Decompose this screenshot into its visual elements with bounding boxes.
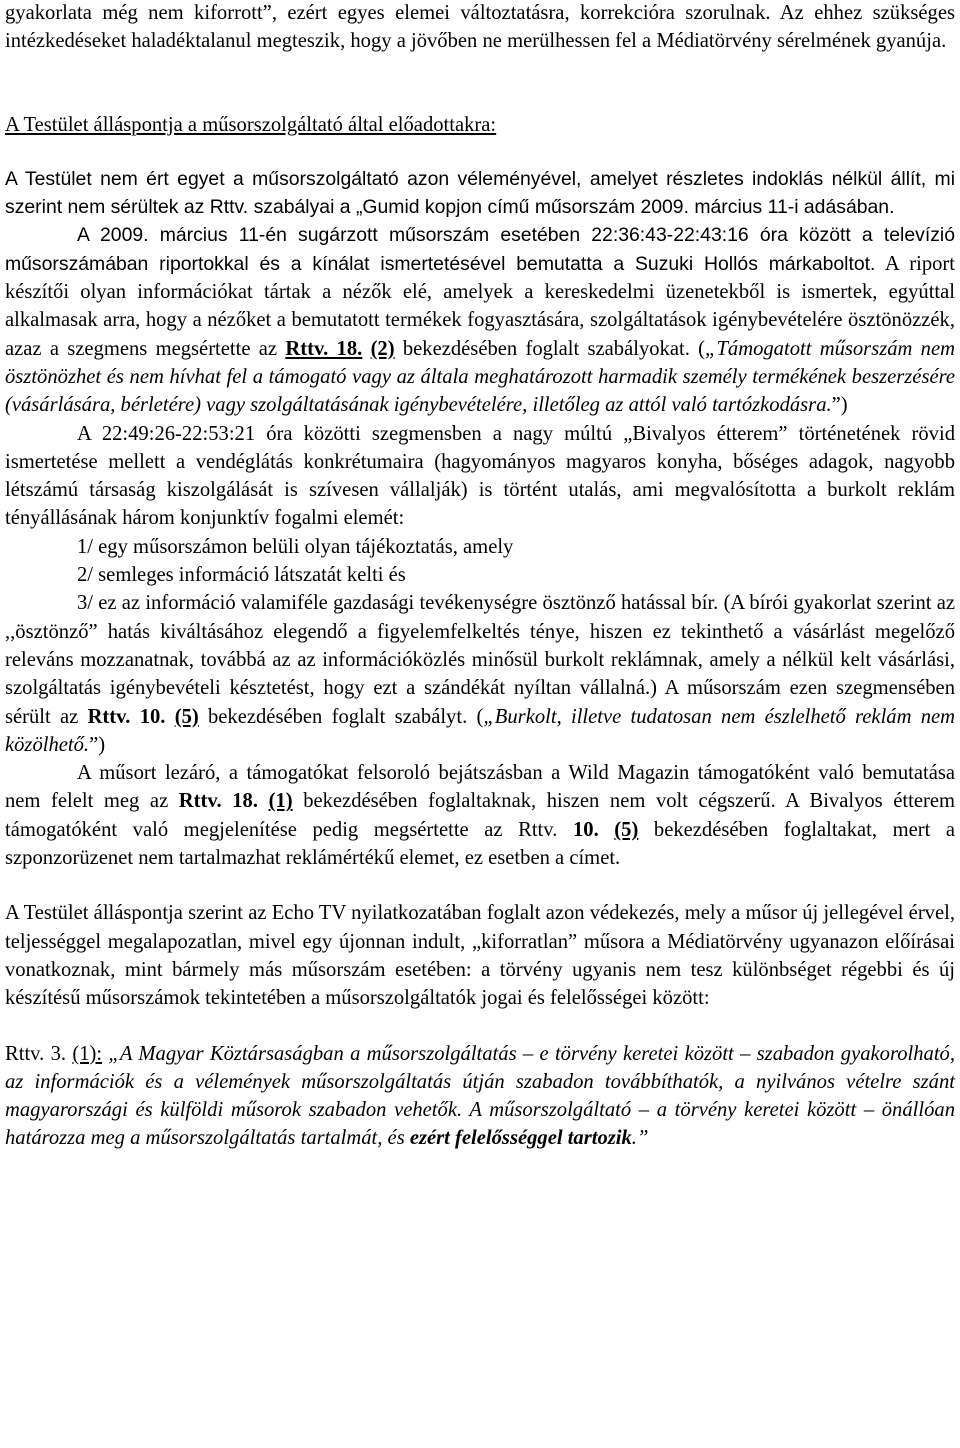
paragraph-6-quote: „A Magyar Köztársaságban a műsorszolgáltatás – e törvény keretei között – szabadon gyakorolható, az információk és a vélemények műsorszolgáltatás útján szabadon továbbíthatók, a nyilvános vételre szánt magyarországi és külföldi műsorok szabadon vehetők. A műsorszolgáltató – a törvény keretei között – önállóan határozza meg a műsorszolgáltatás tartalmát, és — [5, 1042, 955, 1150]
document-page — [5, 0, 955, 1153]
paragraph-6-end: .” — [631, 1127, 649, 1150]
list-item-3-para — [5, 589, 955, 759]
paragraph-2-c: bekezdésében foglalt szabályokat. ( — [402, 337, 705, 360]
paragraph-3: A 22:49:26-22:53:21 óra közötti szegmensben a nagy múltú „Bivalyos étterem” történetének rövid ismertetése mellett a vendéglátás konkrétumaira (hagyományos magyaros konyha, bőséges adagok, nagyobb létszámú társaság kiszolgálását is szívesen vállalják) is történt utalás, ami megvalósította a burkolt reklám tényállásának három konjunktív fogalmi elemét: — [5, 422, 955, 530]
paragraph-2-quote: „Támogatott műsorszám nem ösztönözhet és nem hívhat fel a támogató vagy az általa meghatározott harmadik személy termékének beszerzésére (vásárlására, bérletére) vagy szolgáltatásának igénybevételére, illetőleg az attól való tartózkodásra. — [5, 337, 955, 417]
paragraph-3-tail3: ”) — [89, 733, 106, 756]
intro-paragraph: gyakorlata még nem kiforrott”, ezért egyes elemei változtatásra, korrekcióra szorulnak. Az ehhez szükséges intézkedéseket haladéktalanul megteszik, hogy a jövőben ne merülhessen fel a Médiatörvény sérelmének gyanúja. — [5, 2, 955, 53]
paragraph-6-ref2: (1): — [72, 1042, 103, 1065]
paragraph-2-d: ”) — [831, 394, 848, 417]
paragraph-4-c: bekezdésében foglaltakat, mert a szponzorüzenet nem tartalmazhat reklámértékű elemet, ez esetben a címet. — [5, 818, 956, 870]
paragraph-5: A Testület álláspontja szerint az Echo TV nyilatkozatában foglalt azon védekezés, mely a műsor új jellegével érvel, teljességgel megalapozatlan, mivel egy újonnan indult, „kiforratlan” műsora a Médiatörvény ugyanazon előírásai vonatkoznak, mint bármely más műsorszám esetében: a törvény ugyanis nem tesz különbséget régebbi és új készítésű műsorszámok tekintetében a műsorszolgáltatók jogai és felelősségei között: — [5, 902, 955, 1010]
section-heading: A Testület álláspontja a műsorszolgáltató által előadottakra: — [5, 113, 497, 136]
list-item-2: 2/ semleges információ látszatát kelti és — [77, 564, 406, 587]
paragraph-3-tail2: bekezdésében foglalt szabályt. ( — [208, 705, 484, 728]
paragraph-4-ref2: (1) — [268, 790, 293, 813]
paragraph-1-text: A Testület nem ért egyet a műsorszolgáltató azon véleményével, amelyet részletes indoklás nélkül állít, mi szerint nem sérültek az Rttv. szabályai a „Gumid kopjon című műsorszám 2009. március 11-i adásában. — [5, 167, 955, 219]
paragraph-4-b: bekezdésében foglaltaknak, hiszen nem volt cégszerű. A Bivalyos étterem támogatóként való megjelenítése pedig megsértette az Rttv. — [5, 790, 956, 841]
paragraph-3-quote: „Burkolt, illetve tudatosan nem észlelhető reklám nem közölhető. — [5, 705, 956, 756]
paragraph-3-tail: (A bírói gyakorlat szerint az ,,ösztönző” hatás kiváltásához elegendő a figyelemfelkeltés ténye, hiszen ez tekinthető a vásárlást megelőző releváns mozzanatnak, továbbá az az információközlés minősül burkolt reklámnak, amely a nélkül kelt vásárlási, szolgáltatás igénybevételi késztetést, hogy ezt a szándékát nyíltan vállalná.) A műsorszám ezen szegmensében sérült az — [5, 592, 955, 728]
list-item-3: 3/ ez az információ valamiféle gazdasági tevékenységre ösztönző hatással bír. — [77, 592, 719, 615]
paragraph-6 — [5, 1040, 955, 1153]
paragraph-6-ref: Rttv. 3. — [5, 1042, 67, 1065]
paragraph-6-bold-quote: ezért felelősséggel tartozik — [409, 1127, 632, 1150]
paragraph-4-ref1: Rttv. 18. — [178, 790, 259, 813]
paragraph-4-ref3: 10. — [572, 818, 599, 841]
list-item-1: 1/ egy műsorszámon belüli olyan tájékoztatás, amely — [77, 535, 514, 558]
paragraph-2 — [5, 221, 955, 419]
paragraph-4 — [5, 759, 955, 872]
paragraph-4-ref4: (5) — [614, 818, 639, 841]
paragraph-4-a: A műsort lezáró, a támogatókat felsoroló bejátszásban a Wild Magazin támogatóként való bemutatása nem felelt meg az — [5, 762, 955, 813]
paragraph-2-ref1: Rttv. 18. — [285, 337, 363, 360]
paragraph-3-ref2: (5) — [174, 705, 199, 728]
paragraph-3-ref1: Rttv. 10. — [87, 705, 166, 728]
paragraph-2-ref2: (2) — [370, 337, 395, 360]
paragraph-2-b: A riport készítői olyan információkat tártak a nézők elé, amelyek a kereskedelmi üzenetekből is ismertek, egyúttal alkalmasak arra, hogy a nézőket a bemutatott termékek fogyasztására, szolgáltatások igénybevételére ösztönözzék, azaz a szegmens megsértette az — [5, 252, 956, 360]
paragraph-1 — [5, 165, 955, 222]
paragraph-2-a: A 2009. március 11-én sugárzott műsorszám esetében 22:36:43-22:43:16 óra között a televízió műsorszámában riportokkal és a kínálat ismertetésével bemutatta a Suzuki Hollós márkaboltot. — [5, 224, 955, 275]
